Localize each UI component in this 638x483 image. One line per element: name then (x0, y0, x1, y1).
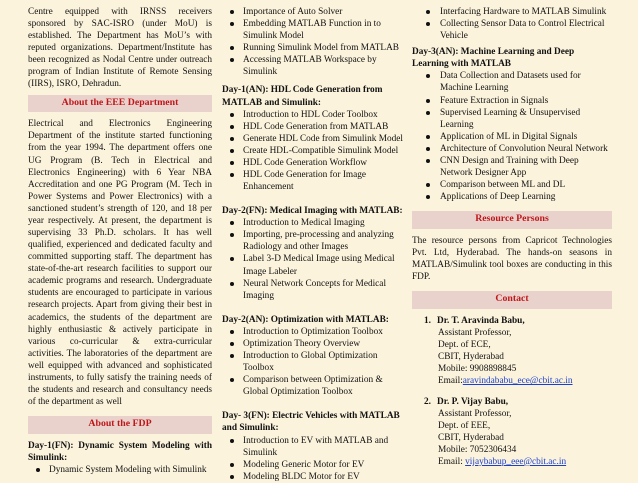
contact-org: CBIT, Hyderabad (438, 352, 504, 363)
list-item: Introduction to HDL Coder Toolbox (222, 109, 408, 121)
contact-dept: Dept. of EEE, (438, 420, 491, 431)
list-item: Label 3-D Medical Image using Medical Image Labeler (222, 253, 408, 277)
day3-fn-list (222, 435, 408, 483)
day3-an-header: Day-3(AN): Machine Learning and Deep Learning with MATLAB (412, 47, 575, 70)
list-item: Architecture of Convolution Neural Network (412, 143, 612, 155)
contact-person-1 (424, 315, 612, 387)
list-item: Comparison between ML and DL (412, 179, 612, 191)
contact-name (424, 315, 612, 327)
contact-name-text: Dr. P. Vijay Babu, (437, 396, 509, 407)
list-item: Introduction to Medical Imaging (222, 217, 408, 229)
about-fdp-heading: About the FDP (28, 416, 212, 434)
contact-email-label: Email: (438, 376, 463, 387)
list-item: Embedding MATLAB Function in to Simulink Model (222, 18, 408, 42)
contact-dept: Dept. of ECE, (438, 340, 491, 351)
contact-email-link[interactable]: aravindababu_ece@cbit.ac.in (462, 376, 573, 387)
day3-fn-continued-list (412, 6, 612, 42)
contact-role: Assistant Professor, (438, 408, 512, 419)
contact-mobile: Mobile: 7052306434 (438, 444, 517, 455)
list-item: Modeling Generic Motor for EV (222, 459, 408, 471)
list-item: Accessing MATLAB Workspace by Simulink (222, 54, 408, 78)
contact-number: 1. (424, 316, 431, 327)
left-column (28, 6, 212, 476)
list-item: Dynamic System Modeling with Simulink (28, 464, 212, 476)
contact-number: 2. (424, 396, 431, 407)
day1-an-header: Day-1(AN): HDL Code Generation from MATLAB and Simulink: (222, 85, 383, 108)
list-item: HDL Code Generation for Image Enhancement (222, 169, 408, 193)
list-item: Importing, pre-processing and analyzing Radiology and other Images (222, 229, 408, 253)
list-item: Comparison between Optimization & Global Optimization Toolbox (222, 374, 408, 398)
list-item: Importance of Auto Solver (222, 6, 408, 18)
day3-fn-header: Day- 3(FN): Electric Vehicles with MATLAB and Simulink: (222, 411, 400, 434)
contact-email-row (424, 375, 612, 387)
about-eee-paragraph: Electrical and Electronics Engineering Department of the institute started functioning from the year 1994. The department offers one UG Program (B. Tech in Electrical and Electronics Engineering) with 6 Year NBA Accreditation and one PG Program (M. Tech in Power Systems and Power Electronics) with a sanctioned student’s strength of 120, and 18 per year respectively. At present, the department is supervising 33 Ph.D. scholars. It has well qualified, experienced and dedicated faculty and committed supporting staff. The department has state-of-the-art research facilities to support our academic programs and research. Undergraduate students are encouraged to participate in various research projects. Apart from giving their best in academics, the students of the department are highly enthusiastic & actively participate in various co-curricular & extra-curricular activities. The laboratories of the department are well equipped with advanced and sophisticated instruments, to fully satisfy the training needs of the students and research and consultancy needs of the department as well (28, 119, 212, 408)
contact-email-row (424, 456, 612, 468)
middle-column (222, 6, 408, 483)
contact-list (412, 315, 612, 468)
resource-persons-heading: Resource Persons (412, 211, 612, 229)
contact-name (424, 396, 612, 408)
contact-email-label: Email: (438, 456, 466, 467)
contact-org: CBIT, Hyderabad (438, 432, 504, 443)
right-column (412, 6, 612, 468)
list-item: Running Simulink Model from MATLAB (222, 42, 408, 54)
list-item: Feature Extraction in Signals (412, 95, 612, 107)
contact-role: Assistant Professor, (438, 328, 512, 339)
contact-heading: Contact (412, 291, 612, 309)
list-item: Introduction to Optimization Toolbox (222, 326, 408, 338)
list-item: HDL Code Generation Workflow (222, 157, 408, 169)
list-item: Interfacing Hardware to MATLAB Simulink (412, 6, 612, 18)
day1-fn-header: Day-1(FN): Dynamic System Modeling with Simulink: (28, 440, 212, 463)
day3-an-list (412, 70, 612, 203)
list-item: Optimization Theory Overview (222, 338, 408, 350)
list-item: Modeling BLDC Motor for EV (222, 471, 408, 483)
list-item: Neural Network Concepts for Medical Imaging (222, 278, 408, 302)
list-item: Create HDL-Compatible Simulink Model (222, 145, 408, 157)
list-item: Introduction to EV with MATLAB and Simulink (222, 435, 408, 459)
contact-name-text: Dr. T. Aravinda Babu, (437, 316, 525, 327)
list-item: CNN Design and Training with Deep Network Designer App (412, 155, 612, 179)
list-item: HDL Code Generation from MATLAB (222, 121, 408, 133)
contact-person-2 (424, 396, 612, 468)
day2-an-header: Day-2(AN): Optimization with MATLAB: (222, 314, 389, 325)
day2-fn-list (222, 217, 408, 302)
intro-paragraph: Centre equipped with IRNSS receivers sponsored by SAC-ISRO (under MoU) is established. The Department has MoU’s with reputed organizations. Department/Institute has been recognized as Nodal Centre under outreach program of Indian Institute of Remote Sensing (IIRS), ISRO, Dehradun. (28, 7, 212, 90)
contact-mobile: Mobile: 9908898845 (438, 364, 517, 375)
about-eee-heading: About the EEE Department (28, 95, 212, 113)
day1-fn-list (28, 464, 212, 476)
day2-fn-header: Day-2(FN): Medical Imaging with MATLAB: (222, 206, 403, 217)
contact-email-link[interactable]: vijaybabup_eee@cbit.ac.in (465, 456, 567, 467)
list-item: Application of ML in Digital Signals (412, 131, 612, 143)
list-item: Applications of Deep Learning (412, 191, 612, 203)
list-item: Generate HDL Code from Simulink Model (222, 133, 408, 145)
day1-fn-continued-list (222, 6, 408, 78)
list-item: Data Collection and Datasets used for Machine Learning (412, 70, 612, 94)
list-item: Supervised Learning & Unsupervised Learning (412, 107, 612, 131)
list-item: Introduction to Global Optimization Toolbox (222, 350, 408, 374)
resource-persons-paragraph: The resource persons from Capricot Technologies Pvt. Ltd, Hyderabad. The hands-on seasons in MATLAB/Simulink tool boxes are conducting in this FDP. (412, 235, 612, 283)
day1-an-list (222, 109, 408, 194)
day2-an-list (222, 326, 408, 398)
list-item: Collecting Sensor Data to Control Electrical Vehicle (412, 18, 612, 42)
